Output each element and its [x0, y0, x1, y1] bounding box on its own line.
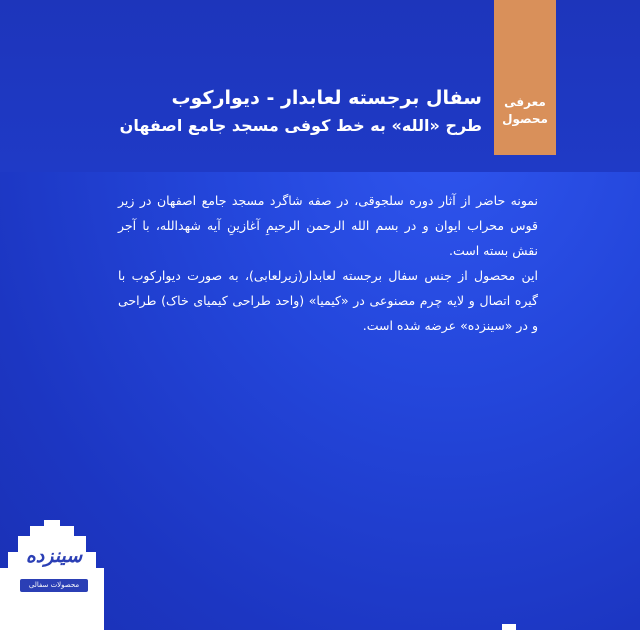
bottom-strip-shape	[104, 624, 640, 640]
product-description	[118, 188, 538, 338]
brand-tagline: محصولات سفالی تزئینی	[20, 579, 88, 592]
brand-logo-name: سینزده	[25, 545, 83, 567]
title-line1: سفال برجسته لعابدار - دیوارکوب	[171, 87, 482, 109]
ribbon-label-line1: معرفی	[504, 95, 546, 109]
description-paragraph1: نمونه حاضر از آثار دوره سلجوقی، در صفه شاگرد مسجد جامع اصفهان در زیر قوس محراب ایوان و در بسم الله الرحمن الرحیمِ آغازینِ آیه شهدالله، با آجر نقش بسته است.	[118, 193, 538, 258]
ribbon-label	[494, 94, 556, 128]
title-line2: طرح «الله» به خط کوفی مسجد جامع اصفهان	[119, 116, 482, 135]
bottom-strip	[104, 624, 640, 640]
page-title	[82, 84, 482, 140]
product-intro-ribbon	[494, 0, 556, 155]
ribbon-label-line2: محصول	[502, 112, 548, 126]
description-paragraph2: این محصول از جنس سفال برجسته لعابدار(زیرلعابی)، به صورت دیوارکوب با گیره اتصال و لایه چرم مصنوعی در «کیمیا» (واحد طراحی کیمیای خاک) طراحی و در «سینزده» عرضه شده است.	[118, 268, 538, 333]
